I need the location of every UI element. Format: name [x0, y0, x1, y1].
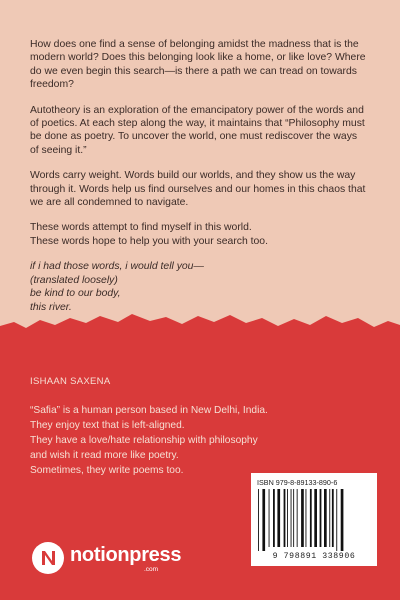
author-bio-line: and wish it read more like poetry.	[30, 450, 179, 461]
barcode-bar	[332, 489, 334, 547]
barcode-bar	[293, 489, 294, 547]
barcode-bar	[320, 489, 322, 547]
barcode-digits: 9 798891 338906	[272, 552, 356, 561]
author-bio-line: Sometimes, they write poems too.	[30, 465, 184, 476]
author-bio-line: They have a love/hate relationship with philosophy	[30, 435, 258, 446]
publisher-name: notionpress	[70, 544, 182, 566]
isbn-barcode-box	[251, 473, 377, 566]
poem-line: this river.	[30, 301, 72, 313]
barcode-graphic	[255, 489, 373, 551]
barcode-bar	[287, 489, 288, 547]
poem-line: (translated loosely)	[30, 274, 118, 286]
blurb-paragraph: Autotheory is an exploration of the emancipatory power of the words and of poetics. At each step along the way, it maintains that “Philosophy must be done as poetry. To uncover the world, one must rediscover the ways of seeing it.”	[30, 104, 365, 156]
barcode-bar	[329, 489, 330, 547]
barcode-bar	[284, 489, 286, 547]
author-bio-line: “Safia” is a human person based in New Delhi, India.	[30, 405, 268, 416]
publisher-logo	[32, 542, 192, 578]
barcode-bar	[306, 489, 307, 547]
author-name: ISHAAN SAXENA	[30, 376, 111, 387]
barcode-bar	[269, 489, 270, 547]
poem-excerpt	[30, 260, 368, 314]
publisher-domain: .com	[144, 566, 159, 573]
barcode-bar	[297, 489, 298, 547]
barcode-bar	[273, 489, 275, 547]
back-cover-blurb	[30, 38, 368, 314]
author-bio-line: They enjoy text that is left-aligned.	[30, 420, 185, 431]
barcode-bar	[277, 489, 280, 547]
barcode-bar	[324, 489, 327, 547]
barcode-bar	[336, 489, 337, 551]
barcode-bar	[291, 489, 292, 547]
barcode-bar	[262, 489, 265, 551]
poem-line: if i had those words, i would tell you—	[30, 261, 204, 273]
blurb-line: These words attempt to find myself in this world.	[30, 222, 252, 234]
blurb-paragraph: Words carry weight. Words build our worlds, and they show us the way through it. Words help us find ourselves and our homes in this chaos that we are all condemned to navigate.	[30, 170, 366, 209]
barcode-bar	[341, 489, 344, 551]
barcode-bar	[310, 489, 312, 547]
barcode-bar	[314, 489, 317, 547]
author-section	[30, 374, 360, 478]
isbn-label: ISBN 979-8-89133-890-6	[257, 478, 338, 487]
poem-line: be kind to our body,	[30, 288, 121, 300]
blurb-paragraph: How does one find a sense of belonging amidst the madness that is the modern world? Does this belonging look like a home, or like love? Where do we even begin this search—is there a path we can tread on towards freedom?	[30, 39, 366, 91]
notionpress-n-icon	[32, 542, 64, 574]
barcode-bar	[301, 489, 304, 547]
barcode-bar	[258, 489, 259, 551]
blurb-line: These words hope to help you with your search too.	[30, 235, 268, 247]
